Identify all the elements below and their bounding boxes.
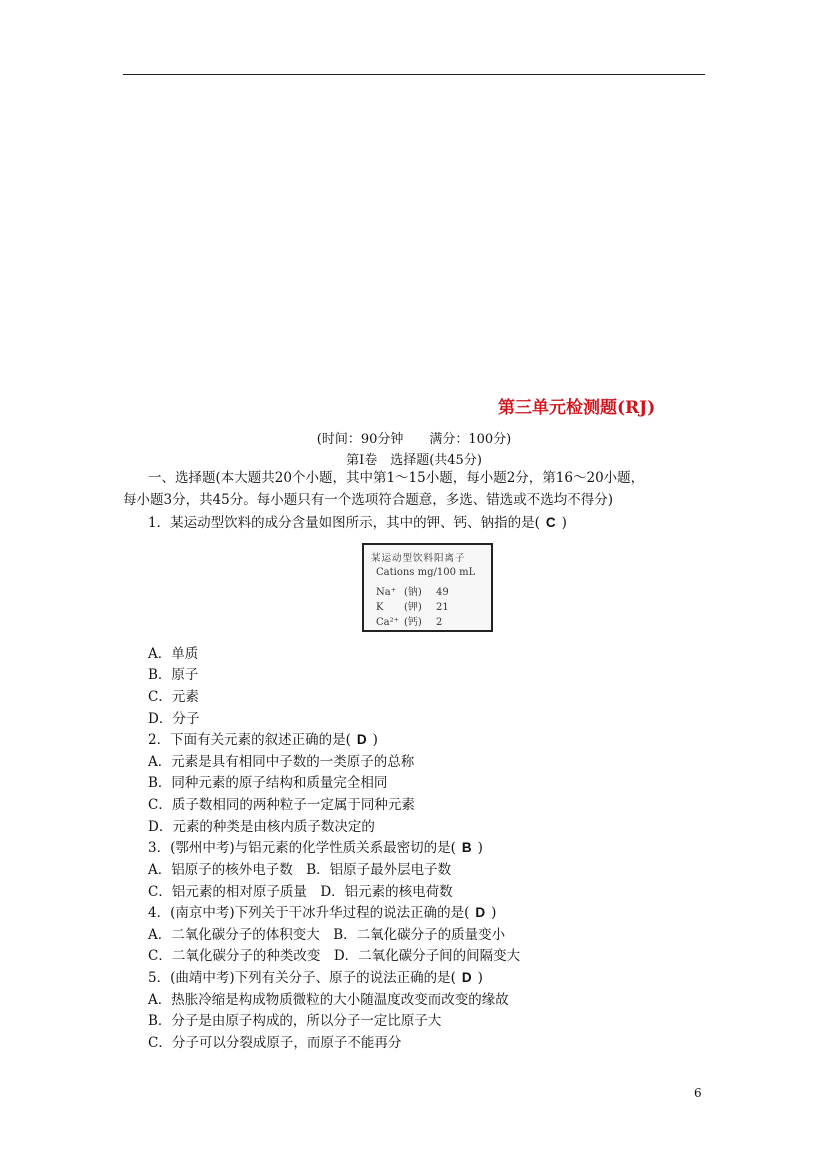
ion-symbol: Na⁺: [376, 587, 396, 598]
figure-caption: 某运动型饮料阳离子: [371, 553, 466, 564]
question-1: [148, 515, 567, 531]
time-info: (时间：90分钟 满分：100分): [316, 432, 512, 447]
option-line: A．单质: [148, 646, 199, 662]
ion-name: (钙): [404, 617, 422, 628]
figure-row: [376, 598, 449, 613]
figure-header: Cations mg/100 mL: [376, 567, 476, 578]
section-heading: 第Ⅰ卷 选择题(共45分): [346, 453, 482, 468]
figure-row: [376, 613, 442, 628]
option-line: A．二氧化碳分子的体积变大 B．二氧化碳分子的质量变小: [148, 927, 506, 943]
option-line: C．质子数相同的两种粒子一定属于同种元素: [148, 797, 415, 813]
question-2: [148, 732, 378, 748]
option-line: A．元素是具有相同中子数的一类原子的总称: [148, 754, 415, 770]
option-line: C．分子可以分裂成原子，而原子不能再分: [148, 1035, 402, 1051]
answer: D: [461, 970, 472, 985]
question-stem: 1．某运动型饮料的成分含量如图所示，其中的钾、钙、钠指的是(: [148, 515, 540, 531]
question-5: [148, 970, 483, 986]
question-stem: 5．(曲靖中考)下列有关分子、原子的说法正确的是(: [148, 970, 456, 986]
question-close: ): [491, 905, 497, 921]
answer: B: [461, 840, 472, 855]
question-stem: 4．(南京中考)下列关于干冰升华过程的说法正确的是(: [148, 905, 470, 921]
question-close: ): [372, 732, 378, 748]
question-close: ): [477, 840, 483, 856]
option-line: C．铝元素的相对原子质量 D．铝元素的核电荷数: [148, 884, 453, 900]
option-line: C．二氧化碳分子的种类改变 D．二氧化碳分子间的间隔变大: [148, 948, 521, 964]
answer: C: [545, 515, 556, 530]
ion-name: (钾): [404, 602, 422, 613]
option-line: B．原子: [148, 667, 199, 683]
header-rule: [123, 74, 705, 75]
option-line: A．铝原子的核外电子数 B．铝原子最外层电子数: [148, 862, 452, 878]
beverage-label-figure: [362, 543, 493, 632]
question-close: ): [561, 515, 567, 531]
figure-row: [376, 583, 449, 598]
answer: D: [356, 732, 367, 747]
ion-symbol: K: [376, 602, 384, 613]
question-3: [148, 840, 483, 856]
question-close: ): [477, 970, 483, 986]
intro-line-2: 每小题3分，共45分。每小题只有一个选项符合题意，多选、错选或不选均不得分): [123, 492, 614, 508]
option-line: D．元素的种类是由核内质子数决定的: [148, 819, 375, 835]
ion-value: 2: [436, 617, 443, 628]
ion-value: 49: [436, 587, 449, 598]
question-4: [148, 905, 496, 921]
intro-line-1: 一、选择题(本大题共20个小题，其中第1～15小题，每小题2分，第16～20小题，: [148, 470, 645, 486]
option-line: B．同种元素的原子结构和质量完全相同: [148, 775, 388, 791]
ion-name: (钠): [404, 587, 422, 598]
option-line: D．分子: [148, 711, 200, 727]
ion-symbol: Ca²⁺: [376, 617, 399, 628]
option-line: B．分子是由原子构成的，所以分子一定比原子大: [148, 1013, 442, 1029]
option-line: C．元素: [148, 689, 199, 705]
question-stem: 3．(鄂州中考)与铝元素的化学性质关系最密切的是(: [148, 840, 456, 856]
page-title: 第三单元检测题(RJ): [498, 398, 656, 418]
ion-value: 21: [436, 602, 449, 613]
answer: D: [475, 905, 486, 920]
question-stem: 2．下面有关元素的叙述正确的是(: [148, 732, 351, 748]
page-number: 6: [694, 1086, 702, 1100]
option-line: A．热胀冷缩是构成物质微粒的大小随温度改变而改变的缘故: [148, 992, 509, 1008]
